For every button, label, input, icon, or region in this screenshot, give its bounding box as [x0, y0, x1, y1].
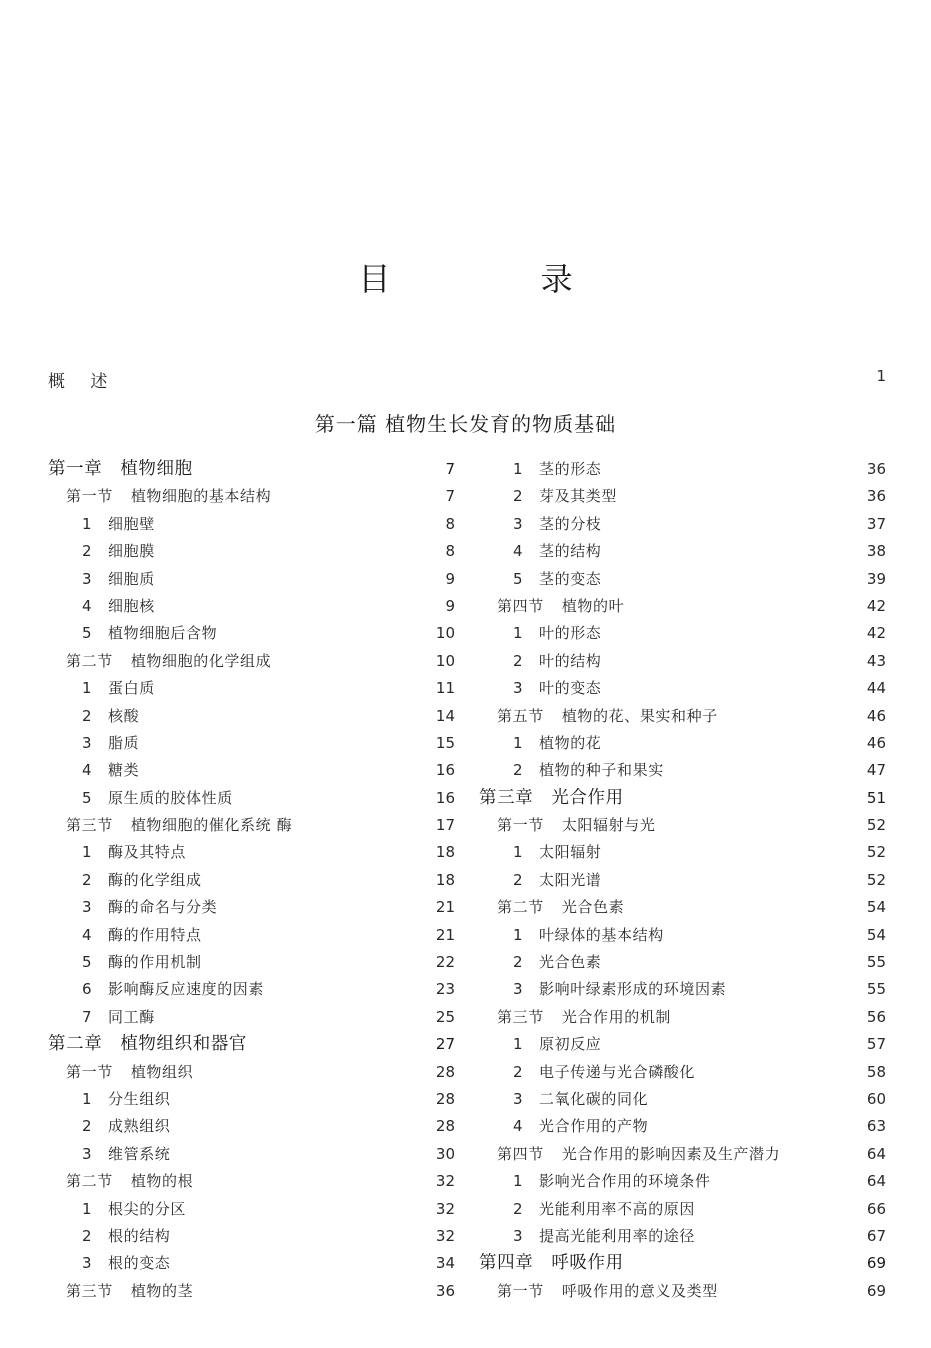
toc-item-entry[interactable] [48, 922, 455, 949]
toc-page-number: 67 [866, 1226, 886, 1245]
toc-item-entry[interactable] [479, 1168, 886, 1195]
toc-item-number: 2 [513, 1199, 524, 1218]
toc-page-number: 21 [435, 925, 455, 944]
toc-item-number: 1 [513, 733, 524, 752]
toc-item-entry[interactable] [48, 785, 455, 812]
toc-chapter-label: 第四章 [479, 1253, 534, 1274]
toc-item-number: 4 [82, 925, 93, 944]
part-title: 第一篇 植物生长发育的物质基础 [314, 412, 617, 436]
toc-entry-title: 根的变态 [108, 1254, 171, 1273]
toc-entry-title: 脂质 [108, 733, 140, 752]
toc-section-label: 第一节 [66, 487, 113, 506]
toc-page-number: 28 [435, 1089, 455, 1108]
toc-page-number: 10 [435, 651, 455, 670]
toc-page-number: 34 [435, 1254, 455, 1273]
toc-entry-title: 太阳辐射 [539, 843, 602, 862]
toc-item-entry[interactable] [479, 730, 886, 757]
toc-section-entry[interactable] [479, 1141, 886, 1168]
toc-page-number: 54 [866, 898, 886, 917]
toc-entry-title: 原初反应 [539, 1035, 602, 1054]
toc-entry-title: 原生质的胶体性质 [108, 788, 233, 807]
toc-item-number: 1 [513, 1035, 524, 1054]
toc-item-entry[interactable] [479, 511, 886, 538]
toc-entry-title: 芽及其类型 [539, 487, 618, 506]
toc-entry-title: 植物细胞的基本结构 [130, 487, 272, 506]
toc-section-label: 第一节 [66, 1062, 113, 1081]
toc-item-entry[interactable] [479, 566, 886, 593]
toc-entry-title: 太阳辐射与光 [561, 816, 656, 835]
toc-entry-title: 维管系统 [108, 1144, 171, 1163]
toc-entry-title: 影响叶绿素形成的环境因素 [539, 980, 727, 999]
toc-entry-title: 二氧化碳的同化 [539, 1089, 649, 1108]
toc-item-entry[interactable] [48, 894, 455, 921]
toc-item-entry[interactable] [479, 675, 886, 702]
toc-item-entry[interactable] [479, 757, 886, 784]
toc-page-number: 32 [435, 1199, 455, 1218]
toc-page-number: 38 [866, 542, 886, 561]
toc-entry-title: 植物的叶 [561, 596, 625, 615]
toc-item-entry[interactable] [479, 483, 886, 510]
toc-entry-title: 茎的形态 [539, 460, 602, 478]
toc-item-number: 1 [513, 624, 524, 643]
toc-page-number: 22 [435, 953, 455, 972]
toc-page-number: 57 [866, 1035, 886, 1054]
toc-entry-title: 呼吸作用的意义及类型 [561, 1281, 718, 1300]
toc-item-number: 1 [513, 1172, 524, 1191]
toc-item-entry[interactable] [479, 620, 886, 647]
toc-item-entry[interactable] [479, 538, 886, 565]
toc-entry-title: 核酸 [108, 706, 140, 725]
toc-item-entry[interactable] [48, 566, 455, 593]
toc-page-number: 47 [866, 761, 886, 780]
toc-item-entry[interactable] [48, 538, 455, 565]
toc-item-number: 3 [82, 1254, 93, 1273]
toc-page-number: 27 [435, 1035, 455, 1054]
toc-chapter-entry[interactable] [48, 456, 455, 483]
toc-entry-title: 茎的变态 [539, 569, 602, 588]
toc-entry-title: 光合作用的产物 [539, 1117, 649, 1136]
toc-entry-title: 电子传递与光合磷酸化 [539, 1062, 696, 1081]
toc-page-number: 56 [866, 1007, 886, 1026]
toc-entry-title: 细胞质 [108, 569, 155, 588]
toc-item-number: 5 [513, 569, 524, 588]
toc-section-label: 第一节 [497, 816, 544, 835]
toc-page-number: 10 [435, 624, 455, 643]
toc-page-number: 21 [435, 898, 455, 917]
toc-item-number: 1 [82, 1199, 93, 1218]
toc-section-label: 第三节 [66, 816, 113, 835]
toc-item-entry[interactable] [48, 1113, 455, 1140]
toc-page-number: 51 [866, 788, 886, 807]
toc-entry-title: 光能利用率不高的原因 [539, 1199, 696, 1218]
toc-item-number: 2 [82, 542, 93, 561]
toc-entry-title: 根尖的分区 [108, 1199, 187, 1218]
toc-entry-title: 茎的分枝 [539, 514, 602, 533]
toc-page-number: 55 [866, 980, 886, 999]
toc-item-entry[interactable] [48, 511, 455, 538]
toc-item-entry[interactable] [479, 1113, 886, 1140]
toc-entry-title: 分生组织 [108, 1089, 171, 1108]
toc-entry-title: 光合作用的影响因素及生产潜力 [561, 1144, 781, 1163]
toc-chapter-entry[interactable] [479, 1250, 886, 1277]
toc-item-number: 1 [82, 514, 93, 533]
toc-page-number: 9 [445, 569, 455, 588]
toc-entry-title: 植物细胞的化学组成 [130, 651, 272, 670]
toc-item-number: 3 [513, 679, 524, 698]
toc-entry-title: 叶的结构 [539, 651, 602, 670]
toc-entry-title: 糖类 [108, 761, 140, 780]
toc-item-number: 5 [82, 788, 93, 807]
toc-page-number: 16 [435, 788, 455, 807]
toc-section-entry[interactable] [48, 483, 455, 510]
toc-entry-title: 植物的花、果实和种子 [561, 706, 718, 725]
toc-item-entry[interactable] [479, 1196, 886, 1223]
toc-entry-title: 提高光能利用率的途径 [539, 1226, 696, 1245]
toc-item-entry[interactable] [48, 867, 455, 894]
toc-item-entry[interactable] [48, 839, 455, 866]
toc-chapter-label: 第三章 [479, 787, 534, 808]
toc-section-label: 第二节 [497, 898, 544, 917]
toc-item-number: 1 [513, 925, 524, 944]
toc-page-number: 8 [445, 514, 455, 533]
toc-page-number: 25 [435, 1007, 455, 1026]
toc-page-number: 36 [866, 460, 886, 478]
toc-entry-title: 同工酶 [108, 1007, 155, 1026]
toc-page-number: 55 [866, 953, 886, 972]
toc-entry-title: 叶的形态 [539, 624, 602, 643]
toc-page-number: 42 [866, 624, 886, 643]
toc-item-entry[interactable] [48, 1250, 455, 1277]
toc-entry-title: 植物细胞 [120, 459, 193, 479]
toc-page-number: 63 [866, 1117, 886, 1136]
toc-section-label: 第四节 [497, 596, 544, 615]
toc-item-entry[interactable] [48, 1086, 455, 1113]
toc-page-number: 8 [445, 542, 455, 561]
toc-page-number: 11 [435, 679, 455, 698]
toc-section-label: 第五节 [497, 706, 544, 725]
toc-item-number: 5 [82, 953, 93, 972]
toc-entry-title: 影响光合作用的环境条件 [539, 1172, 711, 1191]
toc-item-number: 3 [513, 1089, 524, 1108]
toc-page-number: 7 [445, 487, 455, 506]
toc-item-number: 3 [82, 1144, 93, 1163]
toc-page-number: 46 [866, 706, 886, 725]
toc-overview-entry[interactable] [48, 367, 886, 391]
toc-item-number: 2 [513, 1062, 524, 1081]
toc-page-number: 1 [876, 367, 886, 385]
toc-item-number: 3 [513, 514, 524, 533]
toc-page-number: 32 [435, 1226, 455, 1245]
toc-item-entry[interactable] [479, 1059, 886, 1086]
toc-item-entry[interactable] [48, 593, 455, 620]
toc-chapter-entry[interactable] [48, 1031, 455, 1058]
toc-item-number: 7 [82, 1007, 93, 1026]
toc-page-number: 28 [435, 1117, 455, 1136]
toc-left-column [48, 456, 455, 1305]
toc-item-number: 2 [82, 1226, 93, 1245]
toc-page-number: 46 [866, 733, 886, 752]
toc-chapter-label: 第一章 [48, 459, 103, 479]
toc-entry-title: 叶的变态 [539, 679, 602, 698]
toc-item-number: 1 [82, 1089, 93, 1108]
toc-item-number: 2 [82, 706, 93, 725]
toc-page-number: 52 [866, 870, 886, 889]
toc-item-entry[interactable] [479, 949, 886, 976]
toc-section-entry[interactable] [479, 593, 886, 620]
toc-page-number: 39 [866, 569, 886, 588]
toc-entry-title: 太阳光谱 [539, 870, 602, 889]
toc-section-entry[interactable] [48, 1278, 455, 1305]
toc-page-number: 43 [866, 651, 886, 670]
toc-page-number: 52 [866, 816, 886, 835]
toc-entry-title: 植物的花 [539, 733, 602, 752]
toc-item-entry[interactable] [479, 648, 886, 675]
toc-page-number: 15 [435, 733, 455, 752]
toc-item-number: 5 [82, 624, 93, 643]
toc-item-entry[interactable] [48, 1223, 455, 1250]
toc-item-entry[interactable] [48, 949, 455, 976]
toc-entry-title: 植物的茎 [130, 1281, 194, 1300]
toc-page-number: 52 [866, 843, 886, 862]
toc-item-number: 1 [513, 460, 524, 478]
toc-entry-title: 酶的作用机制 [108, 953, 202, 972]
toc-page-number: 9 [445, 596, 455, 615]
toc-page-number: 64 [866, 1144, 886, 1163]
toc-page-number: 54 [866, 925, 886, 944]
toc-item-entry[interactable] [48, 1141, 455, 1168]
toc-item-number: 2 [82, 870, 93, 889]
toc-right-column [479, 456, 886, 1305]
toc-item-number: 4 [82, 761, 93, 780]
toc-item-number: 3 [513, 1226, 524, 1245]
toc-item-number: 4 [513, 1117, 524, 1136]
toc-section-label: 第三节 [497, 1007, 544, 1026]
toc-page-number: 69 [866, 1254, 886, 1273]
toc-entry-title: 酶的作用特点 [108, 925, 202, 944]
toc-section-label: 第一节 [497, 1281, 544, 1300]
toc-page-number: 36 [866, 487, 886, 506]
toc-section-entry[interactable] [479, 1278, 886, 1305]
toc-entry-title: 茎的结构 [539, 542, 602, 561]
toc-item-number: 3 [513, 980, 524, 999]
toc-page-number: 18 [435, 870, 455, 889]
toc-page-number: 7 [445, 460, 455, 478]
toc-entry-title: 植物细胞的催化系统 酶 [130, 816, 293, 835]
toc-item-entry[interactable] [479, 1031, 886, 1058]
toc-item-entry[interactable] [48, 703, 455, 730]
toc-page-number: 28 [435, 1062, 455, 1081]
toc-entry-title: 影响酶反应速度的因素 [108, 980, 265, 999]
toc-entry-title: 光合作用的机制 [561, 1007, 672, 1026]
toc-section-entry[interactable] [479, 812, 886, 839]
toc-section-entry[interactable] [48, 812, 455, 839]
toc-page-number: 32 [435, 1172, 455, 1191]
toc-item-entry[interactable] [48, 757, 455, 784]
toc-section-entry[interactable] [48, 1059, 455, 1086]
toc-entry-title: 细胞壁 [108, 514, 155, 533]
toc-section-label: 第二节 [66, 651, 113, 670]
toc-entry-title: 成熟组织 [108, 1117, 171, 1136]
toc-section-entry[interactable] [479, 703, 886, 730]
toc-item-number: 2 [82, 1117, 93, 1136]
toc-item-entry[interactable] [479, 456, 886, 483]
toc-page-number: 17 [435, 816, 455, 835]
toc-item-number: 1 [82, 679, 93, 698]
toc-item-number: 2 [513, 761, 524, 780]
toc-entry-title: 光合作用 [551, 787, 624, 808]
toc-section-entry[interactable] [479, 1004, 886, 1031]
toc-item-entry[interactable] [48, 976, 455, 1003]
toc-entry-title: 细胞核 [108, 596, 155, 615]
toc-page-number: 64 [866, 1172, 886, 1191]
toc-item-number: 3 [82, 733, 93, 752]
toc-item-entry[interactable] [48, 1196, 455, 1223]
toc-page-number: 14 [435, 706, 455, 725]
toc-entry-title: 植物的种子和果实 [539, 761, 664, 780]
toc-page-number: 60 [866, 1089, 886, 1108]
toc-item-entry[interactable] [479, 1086, 886, 1113]
toc-page-number: 16 [435, 761, 455, 780]
toc-section-label: 第二节 [66, 1172, 113, 1191]
toc-item-number: 2 [513, 487, 524, 506]
toc-section-entry[interactable] [48, 648, 455, 675]
toc-entry-title: 植物的根 [130, 1172, 194, 1191]
toc-item-number: 2 [513, 953, 524, 972]
toc-item-number: 6 [82, 980, 93, 999]
toc-entry-title: 酶及其特点 [108, 843, 187, 862]
toc-entry-title: 植物组织 [130, 1062, 194, 1081]
toc-item-entry[interactable] [479, 922, 886, 949]
page-title: 目 录 [358, 260, 643, 298]
toc-entry-title: 细胞膜 [108, 542, 155, 561]
toc-section-label: 第四节 [497, 1144, 544, 1163]
toc-entry-title: 植物组织和器官 [120, 1034, 248, 1055]
toc-entry-title: 光合色素 [561, 898, 625, 917]
toc-item-number: 2 [513, 651, 524, 670]
toc-entry-title: 光合色素 [539, 953, 602, 972]
toc-item-number: 3 [82, 569, 93, 588]
toc-item-number: 1 [513, 843, 524, 862]
toc-item-entry[interactable] [479, 867, 886, 894]
toc-entry-title: 根的结构 [108, 1226, 171, 1245]
toc-entry-title: 叶绿体的基本结构 [539, 925, 664, 944]
toc-page-number: 23 [435, 980, 455, 999]
toc-item-number: 4 [513, 542, 524, 561]
toc-page-number: 36 [435, 1281, 455, 1300]
toc-chapter-entry[interactable] [479, 785, 886, 812]
toc-item-entry[interactable] [479, 1223, 886, 1250]
toc-item-number: 4 [82, 596, 93, 615]
toc-item-entry[interactable] [48, 730, 455, 757]
toc-entry-title: 植物细胞后含物 [108, 624, 218, 643]
toc-overview-label: 概 述 [48, 372, 118, 392]
toc-page-number: 66 [866, 1199, 886, 1218]
toc-item-number: 3 [82, 898, 93, 917]
toc-item-entry[interactable] [48, 1004, 455, 1031]
toc-item-number: 2 [513, 870, 524, 889]
toc-page-number: 18 [435, 843, 455, 862]
toc-page-number: 44 [866, 679, 886, 698]
toc-section-label: 第三节 [66, 1281, 113, 1300]
toc-item-entry[interactable] [479, 839, 886, 866]
toc-item-entry[interactable] [48, 675, 455, 702]
toc-section-entry[interactable] [48, 1168, 455, 1195]
toc-chapter-label: 第二章 [48, 1034, 103, 1055]
toc-item-entry[interactable] [48, 620, 455, 647]
toc-entry-title: 呼吸作用 [551, 1253, 624, 1274]
toc-page-number: 42 [866, 596, 886, 615]
toc-page-number: 69 [866, 1281, 886, 1300]
toc-page-number: 37 [866, 514, 886, 533]
toc-page-number: 58 [866, 1062, 886, 1081]
toc-entry-title: 酶的化学组成 [108, 870, 202, 889]
toc-item-number: 1 [82, 843, 93, 862]
toc-entry-title: 酶的命名与分类 [108, 898, 218, 917]
toc-page-number: 30 [435, 1144, 455, 1163]
toc-entry-title: 蛋白质 [108, 679, 155, 698]
toc-item-entry[interactable] [479, 976, 886, 1003]
toc-section-entry[interactable] [479, 894, 886, 921]
